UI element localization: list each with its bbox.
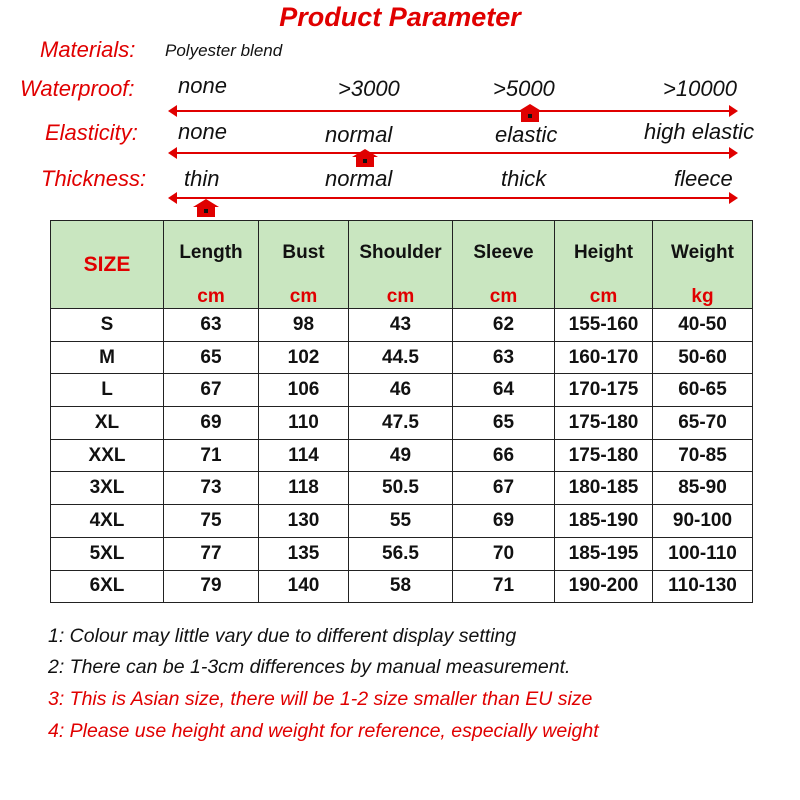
table-cell: 130	[259, 505, 349, 538]
thickness-option: thin	[184, 166, 220, 191]
table-cell: 56.5	[349, 537, 453, 570]
size-chart-table	[50, 220, 753, 603]
size-cell: 6XL	[51, 570, 164, 603]
column-name: Length	[179, 242, 243, 263]
waterproof-option: >3000	[338, 76, 400, 101]
column-name: Sleeve	[473, 242, 534, 263]
size-cell: XL	[51, 407, 164, 440]
note-2: 2: There can be 1-3cm differences by manual measurement.	[48, 656, 571, 678]
column-name: Height	[573, 242, 634, 263]
elasticity-option: elastic	[495, 122, 558, 147]
table-cell: 79	[164, 570, 259, 603]
table-cell: 69	[453, 505, 555, 538]
table-cell: 140	[259, 570, 349, 603]
column-name: Shoulder	[359, 242, 442, 263]
thickness-option: thick	[501, 166, 547, 191]
page-title: Product Parameter	[279, 2, 521, 32]
column-name: Bust	[282, 242, 325, 263]
table-cell: 63	[164, 309, 259, 342]
table-cell: 47.5	[349, 407, 453, 440]
table-cell: 62	[453, 309, 555, 342]
table-cell: 65	[164, 341, 259, 374]
table-row	[51, 374, 753, 407]
table-cell: 46	[349, 374, 453, 407]
elasticity-label-text: Elasticity	[45, 120, 132, 145]
elasticity-scale	[170, 152, 736, 154]
table-cell: 65-70	[653, 407, 753, 440]
table-cell: 67	[453, 472, 555, 505]
thickness-selected-marker-icon	[193, 199, 219, 217]
table-cell: 155-160	[555, 309, 653, 342]
column-header-sleeve	[453, 221, 555, 309]
table-row	[51, 439, 753, 472]
column-header-shoulder	[349, 221, 453, 309]
thickness-option: normal	[325, 166, 393, 191]
table-cell: 50-60	[653, 341, 753, 374]
elasticity-option: none	[178, 119, 227, 144]
table-row	[51, 505, 753, 538]
table-cell: 160-170	[555, 341, 653, 374]
waterproof-option: >10000	[663, 76, 738, 101]
size-cell: L	[51, 374, 164, 407]
thickness-label	[41, 166, 146, 192]
table-cell: 185-195	[555, 537, 653, 570]
table-cell: 40-50	[653, 309, 753, 342]
waterproof-option: >5000	[493, 76, 555, 101]
table-cell: 85-90	[653, 472, 753, 505]
materials-label	[40, 37, 135, 63]
thickness-label-text: Thickness	[41, 166, 141, 191]
table-cell: 70	[453, 537, 555, 570]
column-unit: cm	[197, 286, 225, 307]
column-name: Weight	[671, 242, 734, 263]
table-cell: 71	[164, 439, 259, 472]
table-cell: 180-185	[555, 472, 653, 505]
waterproof-colon: :	[128, 76, 135, 101]
table-row	[51, 537, 753, 570]
column-header-height	[555, 221, 653, 309]
table-cell: 102	[259, 341, 349, 374]
size-cell: M	[51, 341, 164, 374]
table-cell: 100-110	[653, 537, 753, 570]
table-cell: 90-100	[653, 505, 753, 538]
waterproof-option: none	[178, 73, 227, 98]
waterproof-label-text: Waterproof	[20, 76, 129, 101]
table-cell: 75	[164, 505, 259, 538]
thickness-colon: :	[140, 166, 147, 191]
note-3: 3: This is Asian size, there will be 1-2 size smaller than EU size	[48, 688, 593, 710]
column-header-weight	[653, 221, 753, 309]
table-cell: 118	[259, 472, 349, 505]
table-cell: 190-200	[555, 570, 653, 603]
table-cell: 67	[164, 374, 259, 407]
table-cell: 77	[164, 537, 259, 570]
table-cell: 64	[453, 374, 555, 407]
table-cell: 98	[259, 309, 349, 342]
table-cell: 69	[164, 407, 259, 440]
table-cell: 185-190	[555, 505, 653, 538]
waterproof-label	[20, 76, 135, 102]
elasticity-option: normal	[325, 122, 393, 147]
column-header-bust	[259, 221, 349, 309]
size-cell: 4XL	[51, 505, 164, 538]
column-unit: cm	[289, 286, 318, 307]
table-cell: 135	[259, 537, 349, 570]
table-cell: 170-175	[555, 374, 653, 407]
table-cell: 55	[349, 505, 453, 538]
table-cell: 110	[259, 407, 349, 440]
size-cell: 5XL	[51, 537, 164, 570]
materials-colon: :	[129, 37, 136, 62]
table-row	[51, 341, 753, 374]
table-cell: 110-130	[653, 570, 753, 603]
table-cell: 73	[164, 472, 259, 505]
materials-value: Polyester blend	[165, 41, 283, 60]
table-cell: 50.5	[349, 472, 453, 505]
column-unit: cm	[386, 286, 415, 307]
column-unit: cm	[589, 286, 618, 307]
note-4: 4: Please use height and weight for reference, especially weight	[48, 720, 599, 742]
table-cell: 58	[349, 570, 453, 603]
size-cell: S	[51, 309, 164, 342]
table-cell: 175-180	[555, 439, 653, 472]
size-cell: 3XL	[51, 472, 164, 505]
table-cell: 106	[259, 374, 349, 407]
size-column-header: SIZE	[51, 221, 164, 309]
table-cell: 175-180	[555, 407, 653, 440]
table-header-row	[51, 221, 753, 309]
thickness-scale	[170, 197, 736, 199]
size-cell: XXL	[51, 439, 164, 472]
table-cell: 60-65	[653, 374, 753, 407]
table-cell: 70-85	[653, 439, 753, 472]
table-cell: 63	[453, 341, 555, 374]
thickness-option: fleece	[674, 166, 733, 191]
table-cell: 43	[349, 309, 453, 342]
elasticity-colon: :	[131, 120, 138, 145]
note-1: 1: Colour may little vary due to different display setting	[48, 625, 517, 647]
table-cell: 65	[453, 407, 555, 440]
table-row	[51, 472, 753, 505]
column-unit: kg	[691, 286, 714, 307]
table-row	[51, 407, 753, 440]
elasticity-selected-marker-icon	[352, 149, 378, 167]
elasticity-label	[45, 120, 138, 146]
materials-label-text: Materials	[40, 37, 130, 62]
column-header-length	[164, 221, 259, 309]
waterproof-scale	[170, 110, 736, 112]
table-cell: 49	[349, 439, 453, 472]
table-row	[51, 309, 753, 342]
elasticity-option: high elastic	[644, 119, 755, 144]
table-cell: 114	[259, 439, 349, 472]
waterproof-selected-marker-icon	[517, 104, 543, 122]
table-cell: 44.5	[349, 341, 453, 374]
table-cell: 66	[453, 439, 555, 472]
table-cell: 71	[453, 570, 555, 603]
column-unit: cm	[489, 286, 518, 307]
table-row	[51, 570, 753, 603]
